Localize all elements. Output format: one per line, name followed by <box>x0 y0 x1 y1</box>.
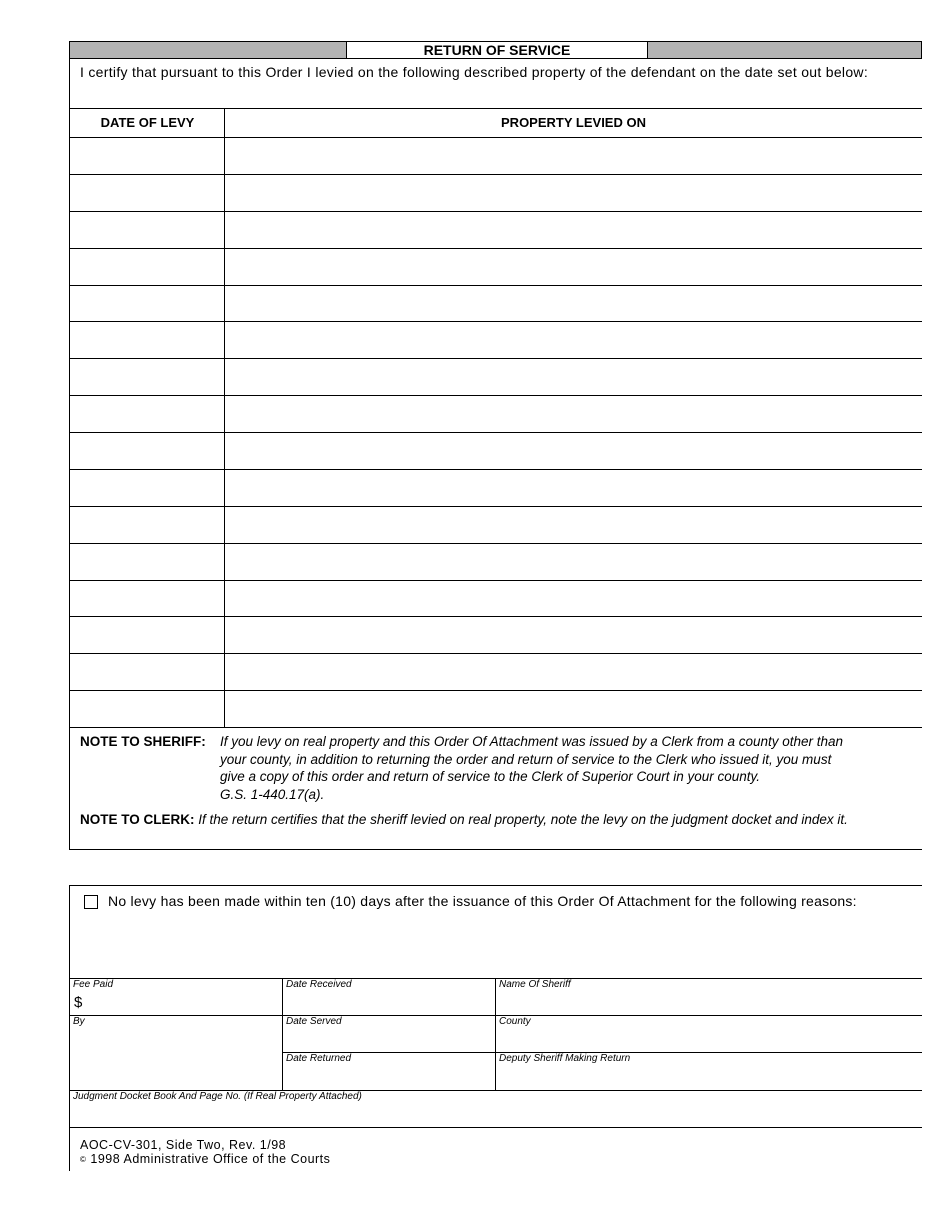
table-row[interactable] <box>69 580 922 581</box>
fee-paid-field[interactable]: $ <box>74 994 83 1011</box>
table-row[interactable] <box>69 358 922 359</box>
note-clerk-label: NOTE TO CLERK: <box>80 812 195 827</box>
county-field[interactable]: County <box>499 1016 531 1027</box>
table-row[interactable] <box>69 690 922 691</box>
form-id: AOC-CV-301, Side Two, Rev. 1/98 <box>80 1138 287 1152</box>
table-row[interactable] <box>69 727 922 728</box>
table-row[interactable] <box>69 248 922 249</box>
deputy-sheriff-field[interactable]: Deputy Sheriff Making Return <box>499 1053 631 1064</box>
form-footer <box>80 1138 330 1167</box>
note-to-clerk <box>80 811 920 829</box>
divider <box>69 108 922 109</box>
return-of-service-header <box>69 41 922 59</box>
table-row[interactable] <box>69 174 922 175</box>
column-divider <box>495 978 496 1091</box>
divider <box>69 1127 922 1128</box>
table-row[interactable] <box>69 506 922 507</box>
note-clerk-text: If the return certifies that the sheriff levied on real property, note the levy on the judgment docket and index it. <box>198 812 848 827</box>
note-sheriff-line: G.S. 1-440.17(a). <box>220 786 325 802</box>
no-levy-statement: No levy has been made within ten (10) days after the issuance of this Order Of Attachment for the following reasons: <box>108 893 857 909</box>
note-sheriff-line: give a copy of this order and return of service to the Clerk of Superior Court in your county. <box>220 769 761 784</box>
fee-paid-label: Fee Paid <box>73 979 114 990</box>
table-row[interactable] <box>69 469 922 470</box>
by-field[interactable]: By <box>73 1016 85 1027</box>
table-row[interactable] <box>69 211 922 212</box>
table-row[interactable] <box>69 321 922 322</box>
column-divider <box>282 978 283 1091</box>
property-levied-header: PROPERTY LEVIED ON <box>501 115 646 130</box>
note-sheriff-line: If you levy on real property and this Order Of Attachment was issued by a Clerk from a county other than <box>220 734 844 749</box>
note-sheriff-label: NOTE TO SHERIFF: <box>80 734 206 749</box>
table-row[interactable] <box>69 395 922 396</box>
date-returned-field[interactable]: Date Returned <box>286 1053 352 1064</box>
certify-statement: I certify that pursuant to this Order I levied on the following described property of the defendant on the date set out below: <box>80 64 869 80</box>
table-row[interactable] <box>69 432 922 433</box>
table-row[interactable] <box>69 653 922 654</box>
date-served-field[interactable]: Date Served <box>286 1016 342 1027</box>
name-of-sheriff-field[interactable]: Name Of Sheriff <box>499 979 571 990</box>
table-row[interactable] <box>69 616 922 617</box>
divider <box>69 137 922 138</box>
copyright-text: 1998 Administrative Office of the Courts <box>90 1152 331 1166</box>
date-received-field[interactable]: Date Received <box>286 979 352 990</box>
levy-section <box>69 59 922 850</box>
section-title: RETURN OF SERVICE <box>347 42 648 58</box>
table-row[interactable] <box>69 285 922 286</box>
header-shade-right <box>648 42 921 58</box>
copyright-symbol: © <box>80 1155 87 1164</box>
judgment-docket-field[interactable]: Judgment Docket Book And Page No. (If Real Property Attached) <box>73 1091 362 1102</box>
table-row[interactable] <box>69 543 922 544</box>
note-sheriff-line: your county, in addition to returning the order and return of service to the Clerk who issued it, you must <box>220 751 832 767</box>
header-shade-left <box>70 42 347 58</box>
date-of-levy-header: DATE OF LEVY <box>100 115 195 130</box>
no-levy-checkbox[interactable] <box>84 895 98 909</box>
divider <box>69 849 922 850</box>
column-divider <box>224 108 225 727</box>
